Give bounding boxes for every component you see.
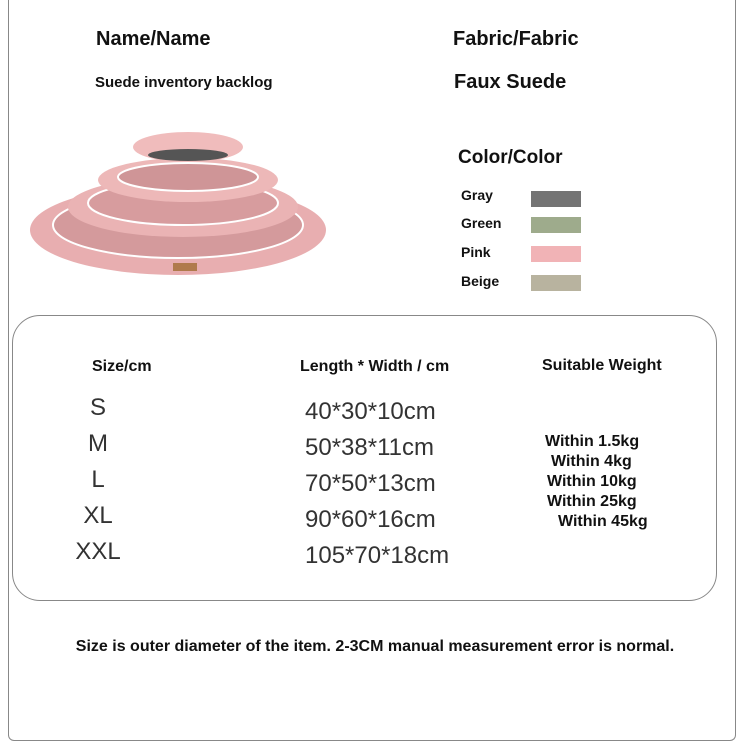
- color-option-label: Green: [461, 215, 502, 231]
- dims-cell: 90*60*16cm: [305, 506, 436, 533]
- size-cell: S: [89, 394, 106, 421]
- weight-cell: Within 10kg: [547, 473, 637, 490]
- gray-swatch: [531, 191, 581, 207]
- pink-swatch: [531, 246, 581, 262]
- size-cell: XXL: [75, 538, 121, 565]
- color-label: Color/Color: [458, 147, 563, 168]
- weight-cell: Within 25kg: [547, 493, 637, 510]
- dims-cell: 40*30*10cm: [305, 398, 436, 425]
- dims-cell: 50*38*11cm: [305, 434, 434, 461]
- weight-header: Suitable Weight: [542, 357, 662, 374]
- dims-header: Length * Width / cm: [300, 358, 450, 375]
- color-option-label: Beige: [461, 273, 500, 289]
- fabric-value: Faux Suede: [454, 71, 567, 93]
- weight-cell: Within 4kg: [551, 453, 632, 470]
- fabric-label: Fabric/Fabric: [453, 28, 579, 50]
- color-option-label: Gray: [461, 187, 493, 203]
- size-cell: XL: [83, 502, 113, 529]
- weight-cell: Within 45kg: [558, 513, 648, 530]
- size-cell: M: [88, 430, 108, 457]
- dims-cell: 70*50*13cm: [305, 470, 436, 497]
- size-header: Size/cm: [92, 358, 152, 375]
- beige-swatch: [531, 275, 581, 291]
- pet-bed-image: [28, 125, 338, 285]
- weight-cell: Within 1.5kg: [545, 433, 640, 450]
- green-swatch: [531, 217, 581, 233]
- color-option-label: Pink: [461, 244, 491, 260]
- name-value: Suede inventory backlog: [95, 74, 273, 91]
- measurement-note: Size is outer diameter of the item. 2-3CM manual measurement error is normal.: [75, 638, 675, 655]
- size-cell: L: [91, 466, 105, 493]
- name-label: Name/Name: [96, 28, 211, 50]
- dims-cell: 105*70*18cm: [305, 542, 450, 569]
